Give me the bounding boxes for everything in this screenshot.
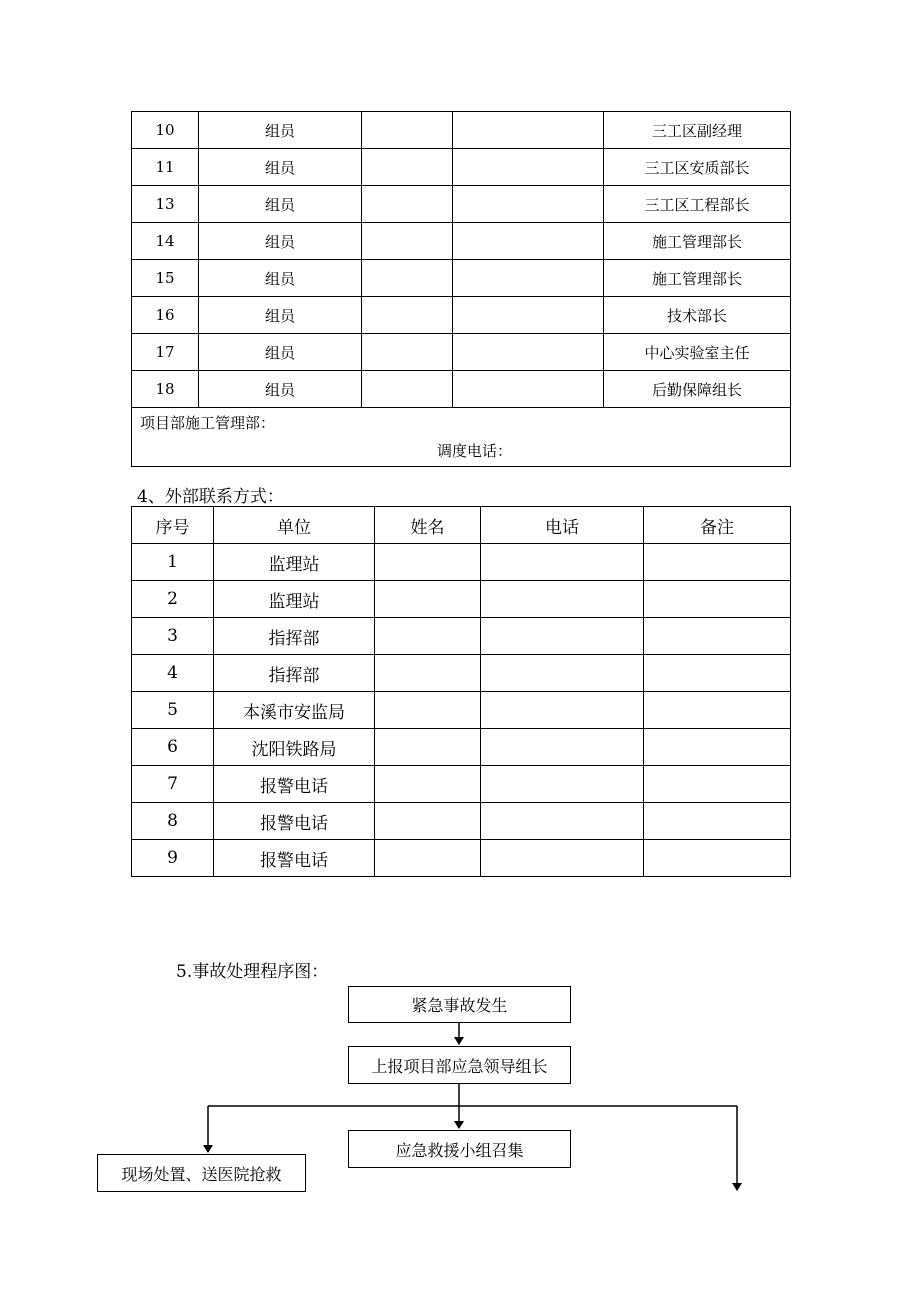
row-number: 18 xyxy=(132,371,199,408)
row-number: 2 xyxy=(132,581,214,618)
flow-step-assemble-rescue: 应急救援小组召集 xyxy=(348,1130,571,1168)
row-unit: 监理站 xyxy=(214,581,375,618)
header-phone: 电话 xyxy=(481,507,644,544)
row-role: 组员 xyxy=(199,112,362,149)
section-5-heading: 5.事故处理程序图： xyxy=(176,962,329,982)
row-role: 组员 xyxy=(199,371,362,408)
flow-step-report-leader: 上报项目部应急领导组长 xyxy=(348,1046,571,1084)
row-title: 三工区工程部长 xyxy=(604,186,791,223)
row-unit: 报警电话 xyxy=(214,840,375,877)
row-number: 10 xyxy=(132,112,199,149)
row-number: 13 xyxy=(132,186,199,223)
row-unit: 指挥部 xyxy=(214,618,375,655)
row-number: 4 xyxy=(132,655,214,692)
row-role: 组员 xyxy=(199,149,362,186)
flow-step-accident: 紧急事故发生 xyxy=(348,986,571,1023)
row-number: 14 xyxy=(132,223,199,260)
row-number: 9 xyxy=(132,840,214,877)
section-4-heading: 4、外部联系方式： xyxy=(137,487,284,507)
header-remark: 备注 xyxy=(644,507,791,544)
row-role: 组员 xyxy=(199,186,362,223)
header-number: 序号 xyxy=(132,507,214,544)
row-number: 8 xyxy=(132,803,214,840)
row-title: 后勤保障组长 xyxy=(604,371,791,408)
row-role: 组员 xyxy=(199,334,362,371)
row-title: 施工管理部长 xyxy=(604,260,791,297)
row-role: 组员 xyxy=(199,260,362,297)
row-number: 15 xyxy=(132,260,199,297)
note-department: 项目部施工管理部： xyxy=(140,414,276,432)
flow-step-onsite-treatment: 现场处置、送医院抢救 xyxy=(97,1154,306,1192)
row-unit: 监理站 xyxy=(214,544,375,581)
row-number: 6 xyxy=(132,729,214,766)
row-number: 1 xyxy=(132,544,214,581)
row-number: 7 xyxy=(132,766,214,803)
note-dispatch-phone: 调度电话： xyxy=(437,442,513,460)
row-number: 16 xyxy=(132,297,199,334)
row-role: 组员 xyxy=(199,223,362,260)
row-unit: 报警电话 xyxy=(214,766,375,803)
row-unit: 沈阳铁路局 xyxy=(214,729,375,766)
row-role: 组员 xyxy=(199,297,362,334)
row-title: 三工区安质部长 xyxy=(604,149,791,186)
row-unit: 指挥部 xyxy=(214,655,375,692)
row-title: 中心实验室主任 xyxy=(604,334,791,371)
row-number: 17 xyxy=(132,334,199,371)
row-unit: 本溪市安监局 xyxy=(214,692,375,729)
row-number: 11 xyxy=(132,149,199,186)
row-number: 5 xyxy=(132,692,214,729)
row-unit: 报警电话 xyxy=(214,803,375,840)
row-title: 施工管理部长 xyxy=(604,223,791,260)
header-name: 姓名 xyxy=(375,507,481,544)
row-title: 技术部长 xyxy=(604,297,791,334)
header-unit: 单位 xyxy=(214,507,375,544)
row-title: 三工区副经理 xyxy=(604,112,791,149)
row-number: 3 xyxy=(132,618,214,655)
